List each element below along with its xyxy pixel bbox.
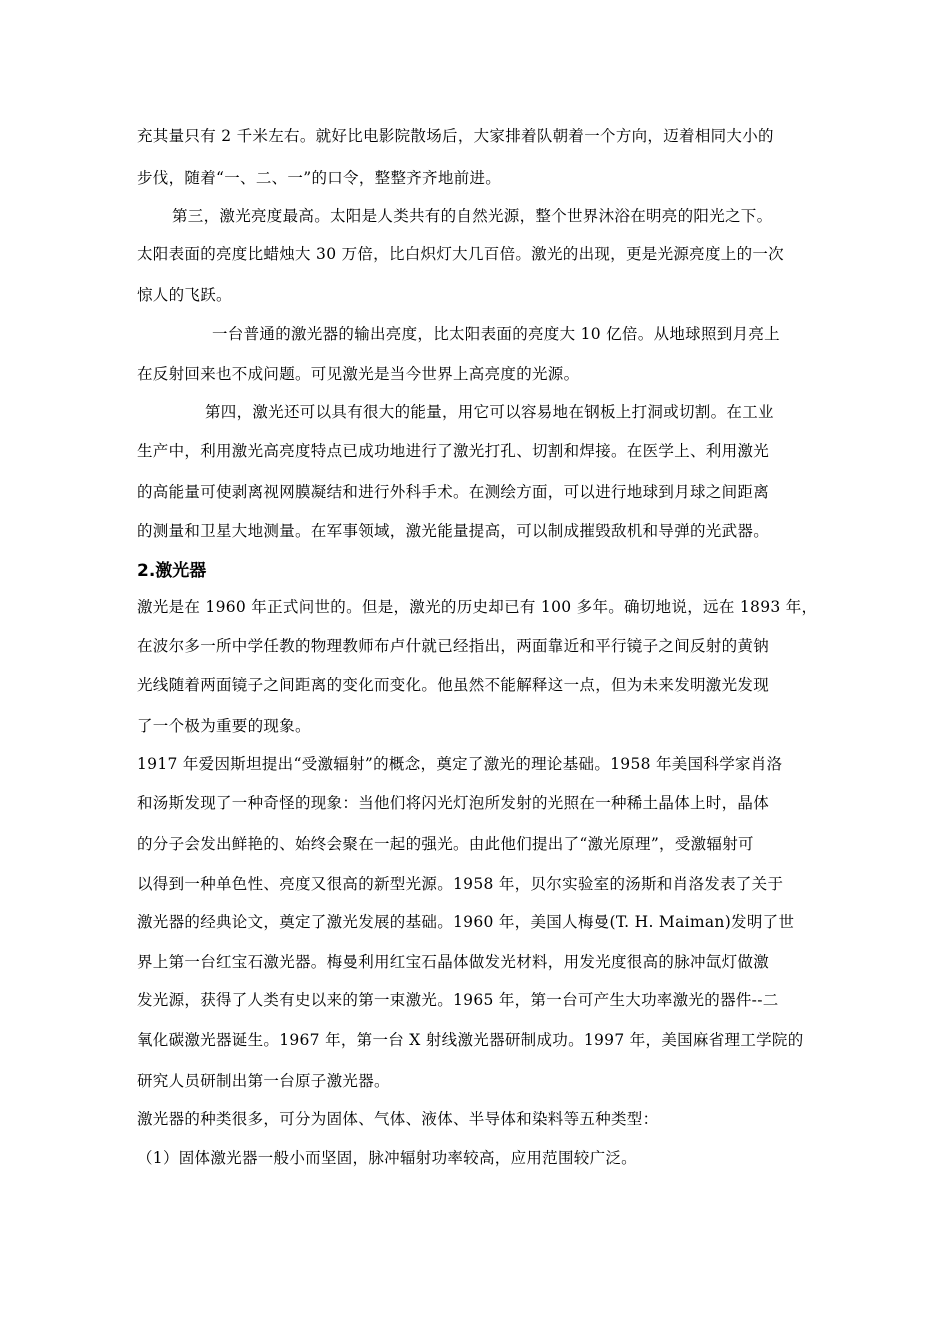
text-line: （1）固体激光器一般小而坚固，脉冲辐射功率较高，应用范围较广泛。 (137, 1149, 637, 1167)
text-line: 的测量和卫星大地测量。在军事领域，激光能量提高，可以制成摧毁敌机和导弹的光武器。 (137, 522, 770, 540)
text-line: 激光是在 1960 年正式问世的。但是，激光的历史却已有 100 多年。确切地说，远在 1893 年， (137, 598, 818, 616)
text-line: 发光源，获得了人类有史以来的第一束激光。1965 年，第一台可产生大功率激光的器件--二 (137, 991, 779, 1009)
text-line: 氧化碳激光器诞生。1967 年，第一台 X 射线激光器研制成功。1997 年，美国麻省理工学院的 (137, 1031, 804, 1049)
text-line: 激光器的种类很多，可分为固体、气体、液体、半导体和染料等五种类型： (137, 1110, 659, 1128)
text-line: 充其量只有 2 千米左右。就好比电影院散场后，大家排着队朝着一个方向，迈着相同大小的 (137, 127, 774, 145)
text-line: 和汤斯发现了一种奇怪的现象：当他们将闪光灯泡所发射的光照在一种稀土晶体上时，晶体 (137, 794, 770, 812)
text-line: 步伐，随着“一、二、一”的口令，整整齐齐地前进。 (137, 169, 502, 187)
text-line: 的分子会发出鲜艳的、始终会聚在一起的强光。由此他们提出了“激光原理”，受激辐射可 (137, 835, 754, 853)
text-line: 一台普通的激光器的输出亮度，比太阳表面的亮度大 10 亿倍。从地球照到月亮上 (212, 325, 780, 343)
text-line: 了一个极为重要的现象。 (137, 717, 311, 735)
text-line: 生产中，利用激光高亮度特点已成功地进行了激光打孔、切割和焊接。在医学上、利用激光 (137, 442, 770, 460)
text-line: 的高能量可使剥离视网膜凝结和进行外科手术。在测绘方面，可以进行地球到月球之间距离 (137, 483, 770, 501)
section-heading: 2.激光器 (137, 561, 207, 581)
text-line: 在波尔多一所中学任教的物理教师布卢什就已经指出，两面靠近和平行镜子之间反射的黄钠 (137, 637, 770, 655)
text-line: 光线随着两面镜子之间距离的变化而变化。他虽然不能解释这一点，但为未来发明激光发现 (137, 676, 770, 694)
text-line: 第三，激光亮度最高。太阳是人类共有的自然光源，整个世界沐浴在明亮的阳光之下。 (172, 207, 773, 225)
text-line: 研究人员研制出第一台原子激光器。 (137, 1072, 390, 1090)
text-line: 惊人的飞跃。 (137, 286, 232, 304)
text-line: 在反射回来也不成问题。可见激光是当今世界上高亮度的光源。 (137, 365, 580, 383)
text-line: 太阳表面的亮度比蜡烛大 30 万倍，比白炽灯大几百倍。激光的出现，更是光源亮度上的一次 (137, 245, 784, 263)
text-line: 1917 年爱因斯坦提出“受激辐射”的概念，奠定了激光的理论基础。1958 年美国科学家肖洛 (137, 755, 783, 773)
text-line: 第四，激光还可以具有很大的能量，用它可以容易地在钢板上打洞或切割。在工业 (205, 403, 774, 421)
text-line: 激光器的经典论文，奠定了激光发展的基础。1960 年，美国人梅曼(T. H. Maiman)发明了世 (137, 913, 795, 931)
text-line: 界上第一台红宝石激光器。梅曼利用红宝石晶体做发光材料，用发光度很高的脉冲氙灯做激 (137, 953, 770, 971)
text-line: 以得到一种单色性、亮度又很高的新型光源。1958 年，贝尔实验室的汤斯和肖洛发表了关于 (137, 875, 784, 893)
